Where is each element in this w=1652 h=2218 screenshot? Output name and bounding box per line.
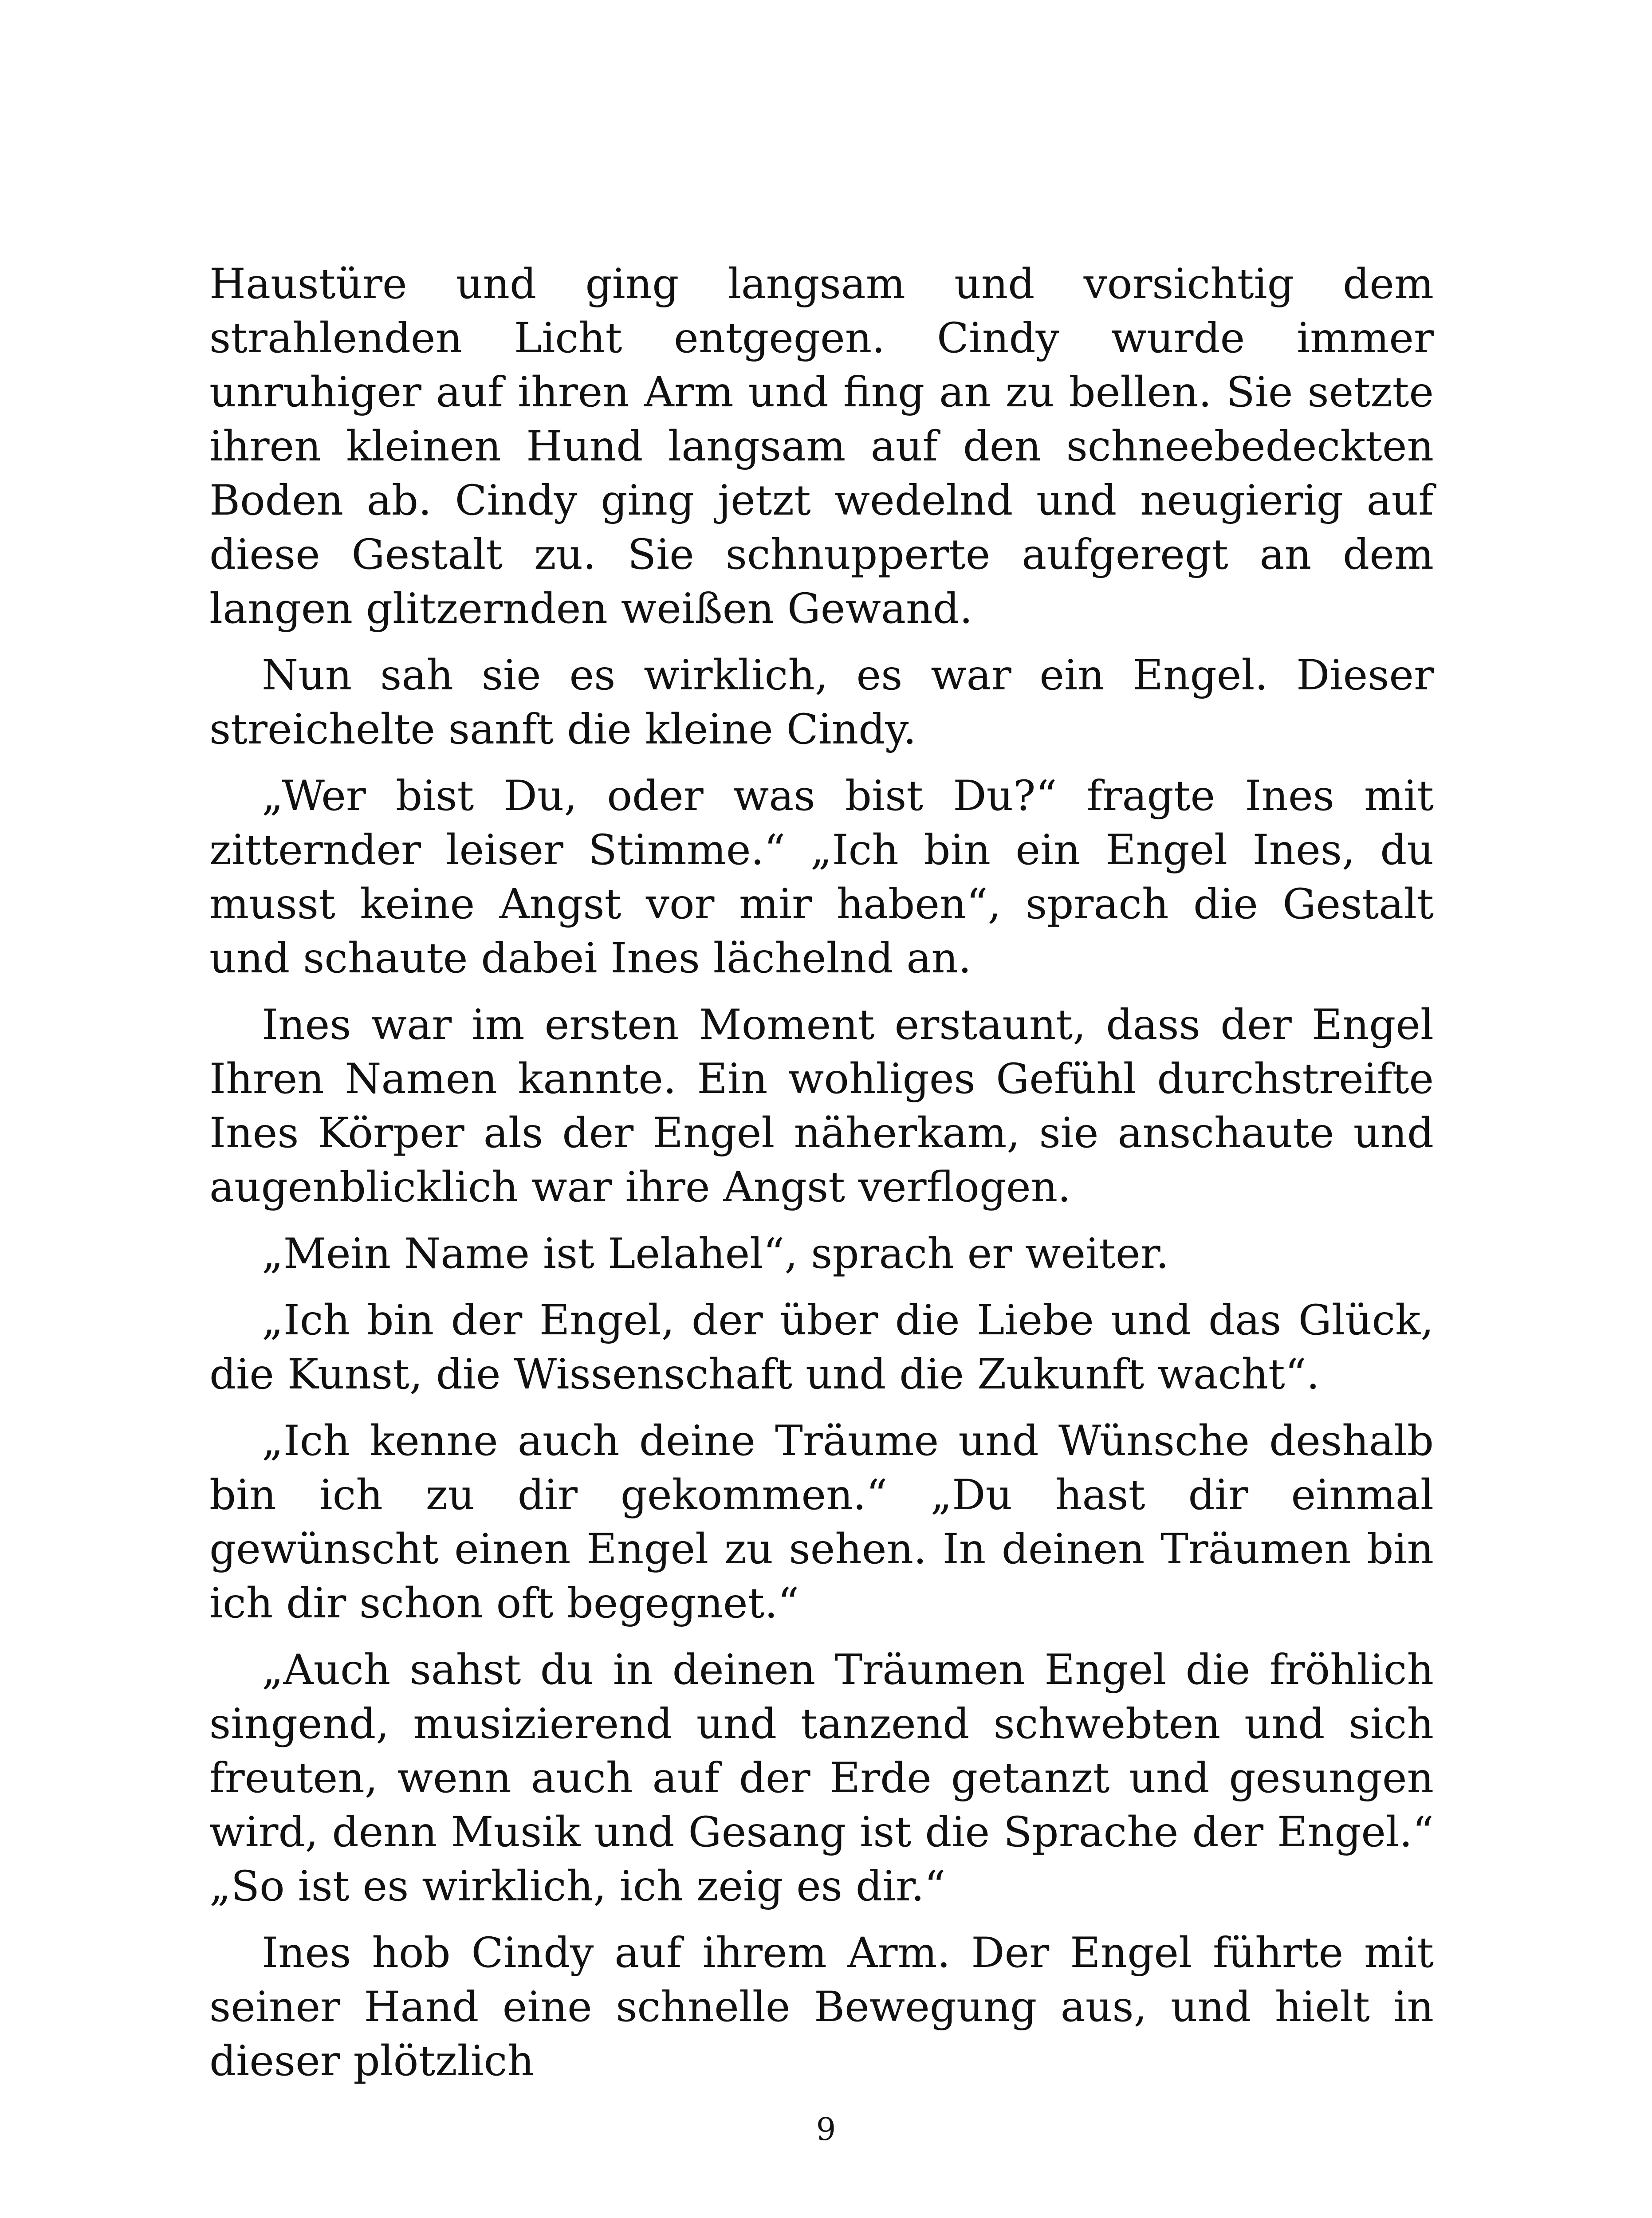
paragraph-2: Nun sah sie es wirklich, es war ein Engel. Dieser streichelte sanft die kleine Cindy. <box>209 651 1434 754</box>
paragraph-7: „Ich kenne auch deine Träume und Wünsche deshalb bin ich zu dir gekommen.“ „Du hast dir einmal gewünscht einen Engel zu sehen. In deinen Träumen bin ich dir schon oft begegnet.“ <box>209 1417 1434 1628</box>
paragraph-6: „Ich bin der Engel, der über die Liebe und das Glück, die Kunst, die Wissenschaft und die Zukunft wacht“. <box>209 1296 1434 1399</box>
paragraph-5: „Mein Name ist Lelahel“, sprach er weiter. <box>262 1230 1169 1278</box>
paragraph-8: „Auch sahst du in deinen Träumen Engel die fröhlich singend, musizierend und tanzend schwebten und sich freuten, wenn auch auf der Erde getanzt und gesungen wird, denn Musik und Gesang ist die Sprache der Engel.“ „So ist es wirklich, ich zeig es dir.“ <box>209 1646 1434 1911</box>
paragraph-3: „Wer bist Du, oder was bist Du?“ fragte Ines mit zitternder leiser Stimme.“ „Ich bin ein Engel Ines, du musst keine Angst vor mir haben“, sprach die Gestalt und schaute dabei Ines lächelnd an. <box>209 772 1434 983</box>
body-text <box>209 257 1434 2101</box>
paragraph-9: Ines hob Cindy auf ihrem Arm. Der Engel führte mit seiner Hand eine schnelle Bewegung aus, und hielt in dieser plötzlich <box>209 1929 1434 2085</box>
paragraph-1: Haustüre und ging langsam und vorsichtig dem strahlenden Licht entgegen. Cindy wurde immer unruhiger auf ihren Arm und fing an zu bellen. Sie setzte ihren kleinen Hund langsam auf den schneebedeckten Boden ab. Cindy ging jetzt wedelnd und neugierig auf diese Gestalt zu. Sie schnupperte aufgeregt an dem langen glitzernden weißen Gewand. <box>209 260 1434 633</box>
paragraph-4: Ines war im ersten Moment erstaunt, dass der Engel Ihren Namen kannte. Ein wohliges Gefühl durchstreifte Ines Körper als der Engel näherkam, sie anschaute und augenblicklich war ihre Angst verflogen. <box>209 1001 1434 1211</box>
page-number: 9 <box>816 2111 836 2147</box>
